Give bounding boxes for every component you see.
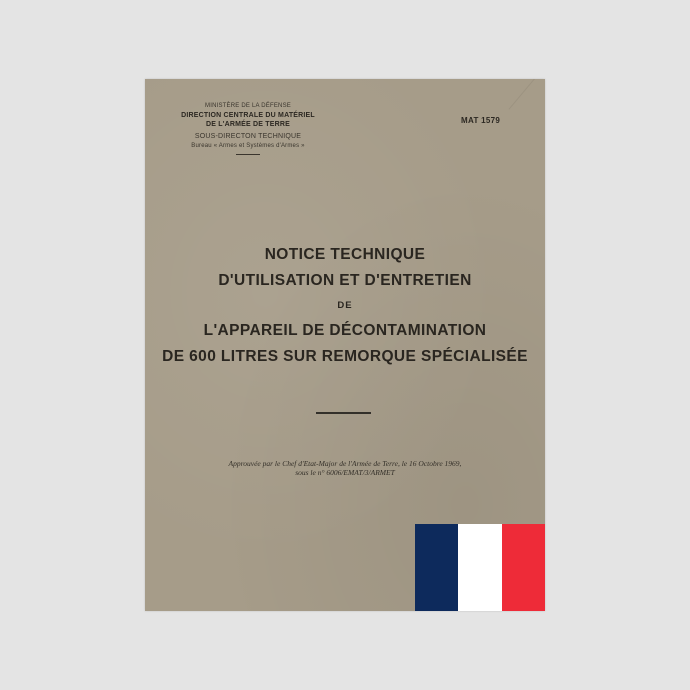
- approval-line-1: Approuvée par le Chef d'Etat-Major de l'Armée de Terre, le 16 Octobre 1969,: [228, 459, 462, 468]
- french-flag-icon: [415, 524, 545, 611]
- document-reference: MAT 1579: [461, 116, 501, 125]
- header-divider: [236, 154, 260, 155]
- title-line-5: DE 600 LITRES SUR REMORQUE SPÉCIALISÉE: [162, 348, 528, 365]
- direction-line-2: DE L'ARMÉE DE TERRE: [205, 120, 291, 128]
- ministry-label: MINISTÈRE DE LA DÉFENSE: [205, 103, 291, 109]
- title-line-1: NOTICE TECHNIQUE: [264, 246, 426, 263]
- direction-line-1: DIRECTION CENTRALE DU MATÉRIEL: [181, 112, 315, 119]
- sous-direction-label: SOUS-DIRECTON TECHNIQUE: [194, 133, 302, 140]
- flag-band-blue: [415, 524, 458, 611]
- document-title: [145, 242, 545, 370]
- title-divider: [316, 412, 371, 414]
- title-line-2: D'UTILISATION ET D'ENTRETIEN: [218, 272, 472, 289]
- approval-note: [145, 459, 545, 477]
- bureau-label: Bureau « Armes et Systèmes d'Armes »: [191, 143, 305, 149]
- flag-band-red: [502, 524, 545, 611]
- paper-fold: [478, 79, 535, 110]
- approval-line-2: sous le n° 6006/EMAT/3/ARMET: [295, 468, 395, 477]
- title-line-3: DE: [337, 300, 353, 311]
- flag-band-white: [458, 524, 501, 611]
- issuing-authority-header: [173, 103, 323, 155]
- title-line-4: L'APPAREIL DE DÉCONTAMINATION: [203, 322, 487, 339]
